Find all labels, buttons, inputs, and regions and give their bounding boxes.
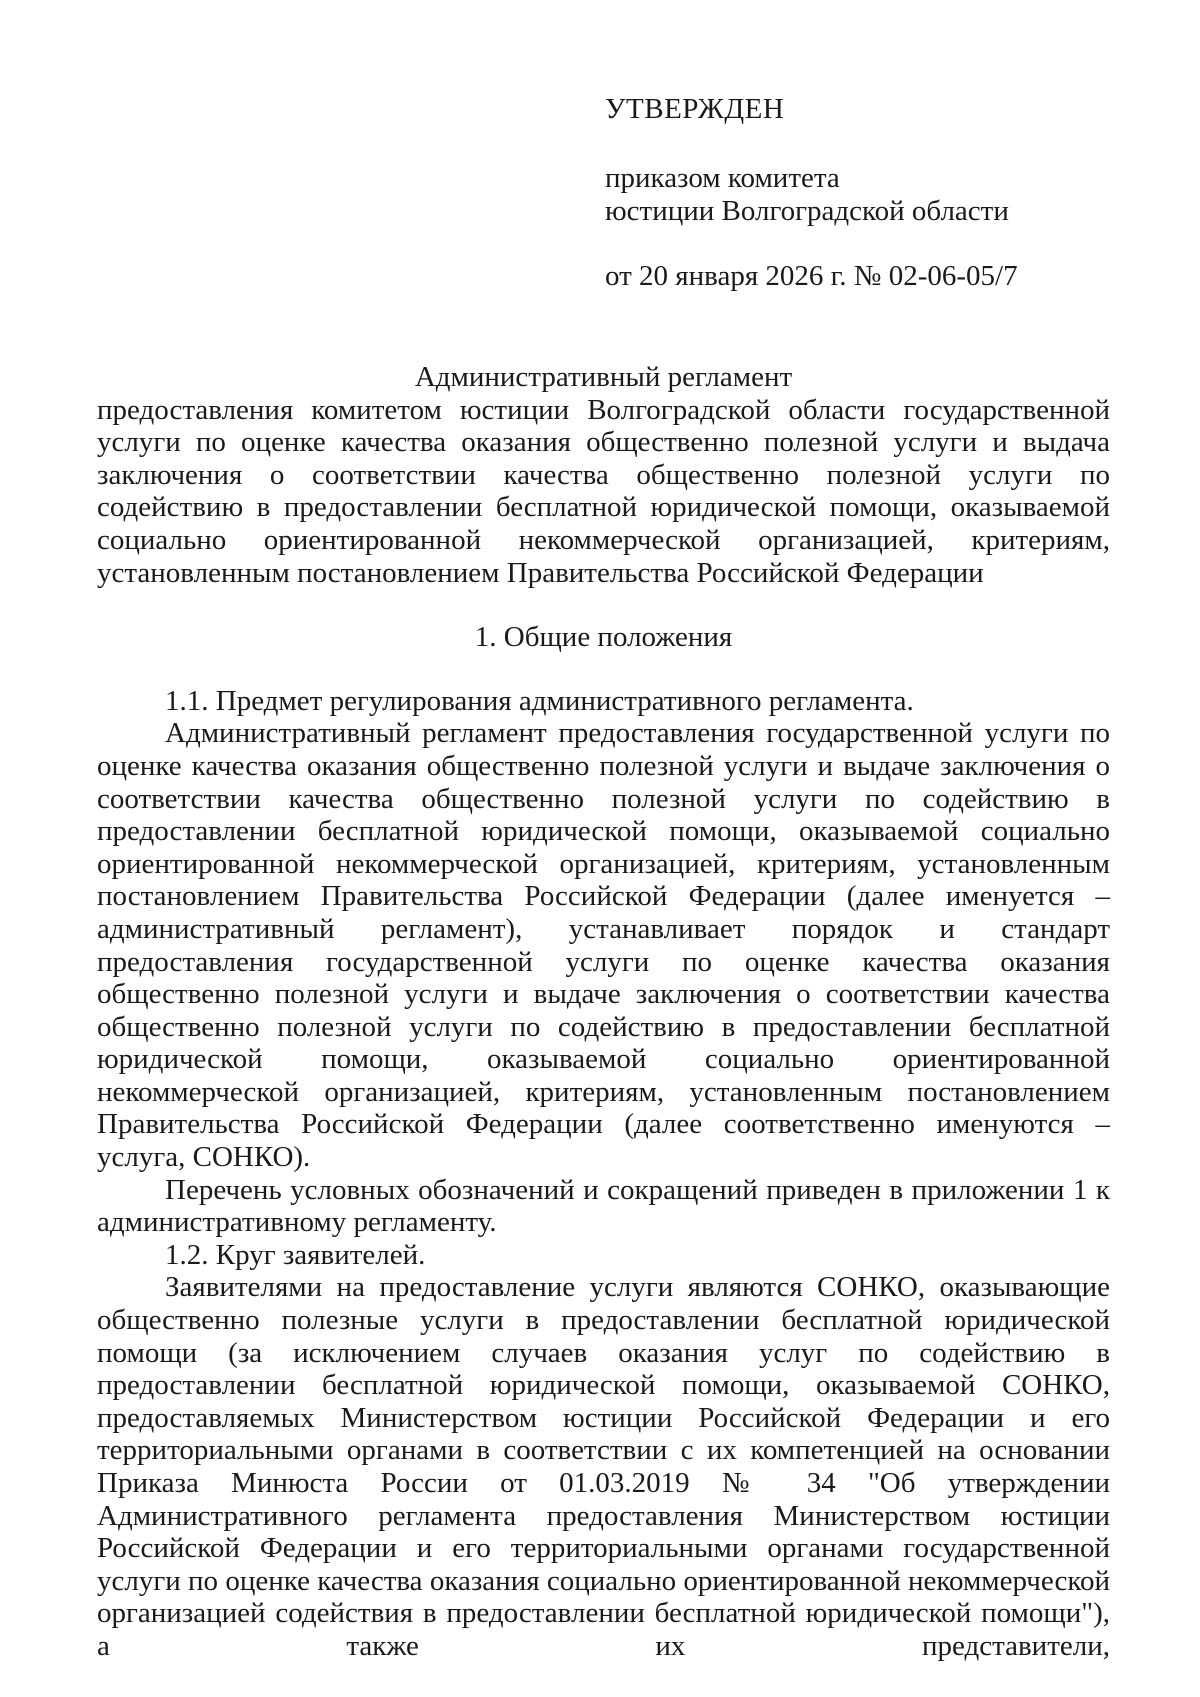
document-subtitle: предоставления комитетом юстиции Волгоградской области государственной услуги по оценке качества оказания общественно полезной услуги и выдача заключения о соответствии качества общественно полезной услуги по содействию в предоставлении бесплатной юридической помощи, оказываемой социально ориентированной некоммерческой организацией, критериям, установленным постановлением Правительства Российской Федерации [97, 393, 1110, 589]
paragraph-1-1-heading: 1.1. Предмет регулирования административного регламента. [165, 684, 914, 717]
paragraph-1-1-text: Административный регламент предоставления государственной услуги по оценке качества оказания общественно полезной услуги и выдаче заключения о соответствии качества общественно полезной услуги по содействию в предоставлении бесплатной юридической помощи, оказываемой социально ориентированной некоммерческой организацией, критериям, установленным постановлением Правительства Российской Федерации (далее именуется – административный регламент), устанавливает порядок и стандарт предоставления государственной услуги по оценке качества оказания общественно полезной услуги и выдаче заключения о соответствии качества общественно полезной услуги по содействию в предоставлении бесплатной юридической помощи, оказываемой социально ориентированной некоммерческой организацией, критериям, установленным постановлением Правительства Российской Федерации (далее соответственно именуются – услуга, СОНКО). [97, 717, 1110, 1174]
paragraph-1-2-heading: 1.2. Круг заявителей. [165, 1238, 426, 1271]
document-title: Административный регламент [414, 361, 793, 393]
approval-title: УТВЕРЖДЕН [605, 93, 785, 125]
approval-stamp [605, 93, 1125, 293]
approval-date-number: от 20 января 2026 г. № 02-06-05/7 [605, 260, 1018, 292]
approval-line-committee: юстиции Волгоградской области [605, 195, 1009, 227]
approval-line-order: приказом комитета [605, 162, 840, 194]
paragraph-1-2-text: Заявителями на предоставление услуги являются СОНКО, оказывающие общественно полезные услуги в предоставлении бесплатной юридической помощи (за исключением случаев оказания услуг по содействию в предоставлении бесплатной юридической помощи, оказываемой СОНКО, предоставляемых Министерством юстиции Российской Федерации и его территориальными органами в соответствии с их компетенцией на основании Приказа Минюста России от 01.03.2019 № 34 "Об утверждении Административного регламента предоставления Министерством юстиции Российской Федерации и его территориальными органами государственной услуги по оценке качества оказания социально ориентированной некоммерческой организацией содействия в предоставлении бесплатной юридической помощи"), а также их представители, [97, 1271, 1110, 1662]
paragraph-1-1-abbreviations-note: Перечень условных обозначений и сокращений приведен в приложении 1 к административному регламенту. [97, 1173, 1110, 1239]
document-body [97, 361, 1110, 1663]
section-heading-general: 1. Общие положения [474, 621, 733, 654]
